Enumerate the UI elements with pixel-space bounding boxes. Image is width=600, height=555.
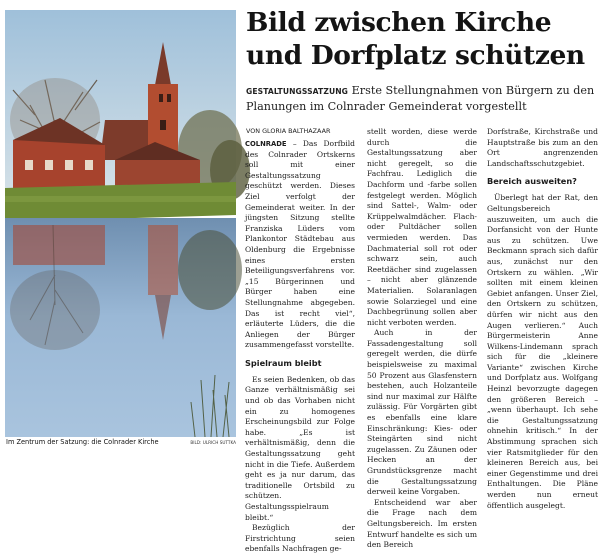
paragraph: stellt worden, diese werde durch die Gestaltungssatzung aber nicht geregelt, so die Fachfrau. Lediglich die Dachform und -farbe sollen festgelegt werden. Möglich sind Sattel-, Walm- oder Krüppelwalmdächer. Flach- oder Pultdächer sollen vermieden werden. Das Dachmaterial soll rot oder schwarz sein, auch Reetdächer sind zugelassen – nicht aber glänzende Materialien. Solaranlagen sowie Solarziegel und eine Dachbegrünung sollen aber nicht verboten werden. (367, 127, 477, 327)
section-heading: Spielraum bleibt (245, 357, 322, 368)
paragraph: Überlegt hat der Rat, den Geltungsbereich auszuweiten, um auch die Dorfansicht von der Hunte aus zu schützen. Uwe Beckmann sprach sich dafür aus, zunächst nur den Ortskern zu wählen. „Wir sollten mit einem kleinen Gebiet anfangen. Unser Ziel, den Ortskern zu schützen, dürfen wir nicht aus den Augen verlieren.“ Auch Bürgermeisterin Anne Wilkens-Lindemann sprach sich für die „kleinere Variante“ zwischen Kirche und Dorfplatz aus. Wolfgang Heinzl bevorzugte dagegen den größeren Bereich – „wenn überhaupt. Ich sehe die Gestaltungssatzung ohnehin kritisch.“ In der Abstimmung sprachen sich vier Ratsmitglieder für den kleineren Bereich aus, bei einer Gegenstimme und drei Enthaltungen. Die Pläne werden nun erneut öffentlich ausgelegt. (487, 193, 598, 510)
subline-kicker: GESTALTUNGSSATZUNG (246, 87, 348, 96)
article-column-3 (487, 127, 598, 511)
dateline: COLNRADE (245, 140, 287, 148)
paragraph: Es seien Bedenken, ob das Ganze verhältnismäßig sei und ob das Vorhaben nicht ein zu homogenes Erscheinungsbild zur Folge habe. „Es ist verhältnismäßig, denn die Gestaltungssatzung geht nicht in die Tiefe. Außerdem geht es ja nur darum, das traditionelle Ortsbild zu schützen. Gestaltungsspielraum bleibt.“ (245, 374, 355, 522)
paragraph: Dorfstraße, Kirchstraße und Hauptstraße bis zum an den Ort angrenzenden Landschaftsschutzgebiet. (487, 127, 598, 168)
byline: VON GLORIA BALTHAZAAR (246, 127, 331, 135)
church-photo (5, 10, 236, 437)
paragraph: Entscheidend war aber die Frage nach dem Geltungsbereich. Im ersten Entwurf handelte es sich um den Bereich (367, 497, 477, 550)
section-heading: Bereich ausweiten? (487, 176, 577, 187)
paragraph: Auch in der Fassadengestaltung soll geregelt werden, die dürfe beispielsweise zu maximal 50 Prozent aus Glasfenstern bestehen, auch Holzanteile sind nur maximal zur Hälfte zulässig. Für Vorgärten gibt es ebenfalls eine klare Einschränkung: Kies- oder Steingärten sind nicht zugelassen. Zu Zäunen oder Hecken an der Grundstücksgrenze macht die Gestaltungssatzung derweil keine Vorgaben. (367, 328, 477, 497)
headline (246, 6, 598, 72)
article-column-1 (245, 139, 355, 555)
paragraph-text: – Das Dorfbild des Colnrader Ortskerns soll mit einer Gestaltungssatzung geschützt werden. Dieses Ziel verfolgt der Gemeinderat weiter. In der jüngsten Sitzung stellte Franziska Lüders vom Plankontor Städtebau aus Oldenburg die Ergebnisse eines ersten Beteiligungsverfahrens vor. „15 Bürgerinnen und Bürger haben eine Stellungnahme abgegeben. Das ist recht viel“, erläuterte Lüders, die die Anliegen der Bürger zusammengefasst vorstellte. (245, 139, 355, 350)
article-column-2 (367, 127, 477, 551)
photo-caption: Im Zentrum der Satzung: die Colnrader Kirche (6, 438, 159, 446)
headline-line-2: und Dorfplatz schützen (246, 40, 585, 71)
subline-text: Erste Stellungnahmen von Bürgern zu den Planungen im Colnrader Gemeinderat vorgestellt (246, 84, 595, 113)
photo-credit: BILD: ULRICH SUTTKA (190, 440, 236, 445)
paragraph (245, 139, 355, 351)
subline (246, 84, 598, 115)
paragraph: Bezüglich der Firstrichtung seien ebenfalls Nachfragen ge- (245, 523, 355, 554)
headline-line-1: Bild zwischen Kirche (246, 7, 552, 38)
